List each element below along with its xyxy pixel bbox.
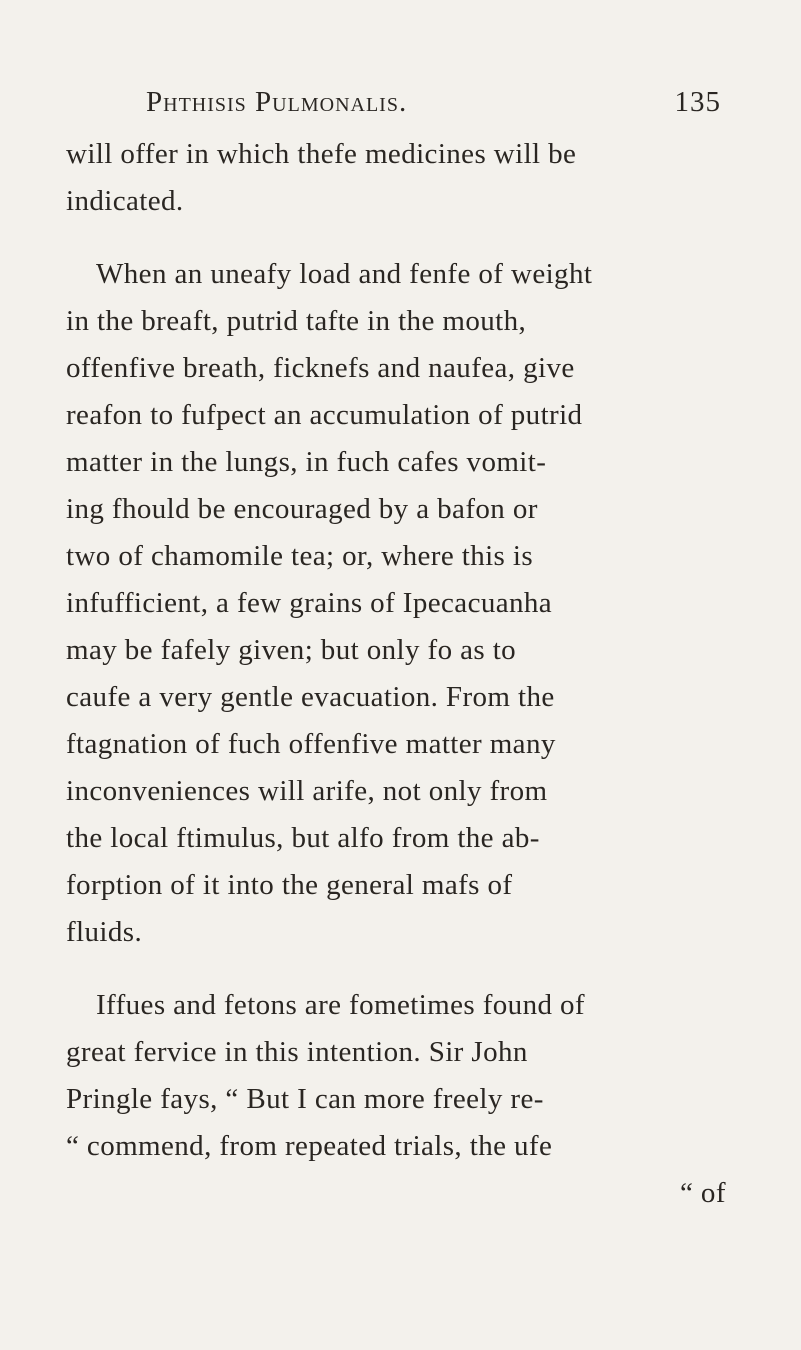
text-line: may be fafely given; but only fo as to: [66, 634, 517, 666]
catchword: “ of: [680, 1177, 726, 1209]
text-line: offenfive breath, ficknefs and naufea, give: [66, 352, 575, 384]
text-line: “ commend, from repeated trials, the ufe: [66, 1130, 553, 1162]
text-line: caufe a very gentle evacuation. From the: [66, 681, 555, 713]
text-line: great fervice in this intention. Sir John: [66, 1036, 528, 1068]
text-line: Pringle fays, “ But I can more freely re-: [66, 1083, 544, 1115]
text-line: infufficient, a few grains of Ipecacuanha: [66, 587, 553, 619]
text-line: inconveniences will arife, not only from: [66, 775, 548, 807]
text-line: When an uneafy load and fenfe of weight: [96, 258, 593, 290]
text-line: Iffues and fetons are fometimes found of: [96, 989, 585, 1021]
text-line: will offer in which thefe medicines will be: [66, 138, 577, 170]
text-line: ftagnation of fuch offenfive matter many: [66, 728, 556, 760]
text-line: forption of it into the general mafs of: [66, 869, 513, 901]
text-line: matter in the lungs, in fuch cafes vomit-: [66, 446, 547, 478]
text-line: the local ftimulus, but alfo from the ab-: [66, 822, 540, 854]
page-number: 135: [674, 86, 721, 118]
text-line: ing fhould be encouraged by a bafon or: [66, 493, 538, 525]
text-line: reafon to fufpect an accumulation of putrid: [66, 399, 583, 431]
text-line: in the breaft, putrid tafte in the mouth,: [66, 305, 527, 337]
text-line: two of chamomile tea; or, where this is: [66, 540, 534, 572]
running-title: Phthisis Pulmonalis.: [146, 86, 408, 118]
text-line: indicated.: [66, 185, 184, 217]
text-line: fluids.: [66, 916, 143, 948]
